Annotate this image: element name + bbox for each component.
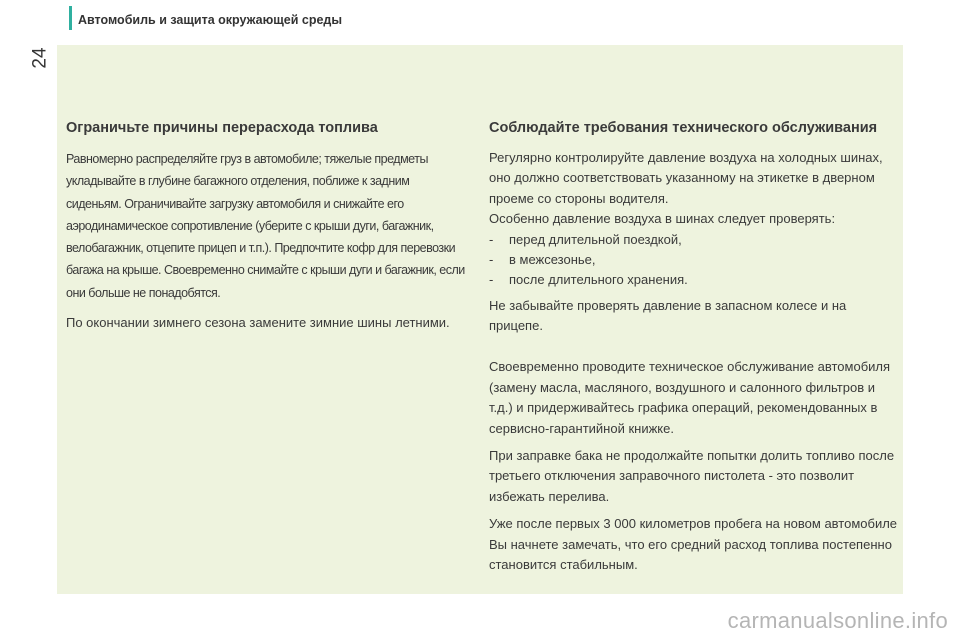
right-heading: Соблюдайте требования технического обслуживания [489,120,878,136]
check-list [489,230,899,290]
left-paragraph-1: Равномерно распределяйте груз в автомобиле; тяжелые предметы укладывайте в глубине багажного отделения, поближе к задним сиденьям. Ограничивайте загрузку автомобиля и снижайте его аэродинамическое сопротивление (уберите с крыши дуги, багажник, велобагажник, отцепите прицеп и т.п.). Предпочтите кофр для перевозки багажа на крыше. Своевременно снимайте с крыши дуги и багажник, если они больше не понадобятся. [66,152,465,300]
spacer [489,343,899,357]
section-title: Автомобиль и защита окружающей среды [78,13,343,27]
right-paragraph-6: Уже после первых 3 000 километров пробега на новом автомобиле Вы начнете замечать, что его средний расход топлива постепенно становится стабильным. [489,516,898,573]
list-item: - после длительного хранения. [489,270,899,290]
list-item: - в межсезонье, [489,250,899,270]
list-item: - перед длительной поездкой, [489,230,899,250]
left-heading: Ограничьте причины перерасхода топлива [66,120,378,136]
left-column [66,120,466,342]
left-paragraph-2: По окончании зимнего сезона замените зимние шины летними. [66,315,450,331]
right-paragraph-3: Не забывайте проверять давление в запасном колесе и на прицепе. [489,297,847,334]
right-paragraph-1: Регулярно контролируйте давление воздуха на холодных шинах, оно должно соответствовать указанному на этикетке в дверном проеме со стороны водителя. [489,150,883,206]
right-column [489,120,899,583]
page-number: 24 [29,47,51,69]
header-accent-bar [69,6,72,30]
right-paragraph-5: При заправке бака не продолжайте попытки долить топливо после третьего отключения заправочного пистолета - это позволит избежать перелива. [489,448,895,504]
right-paragraph-2: Особенно давление воздуха в шинах следует проверять: [489,211,836,227]
watermark-link[interactable]: carmanualsonline.info [727,608,948,633]
right-paragraph-4: Своевременно проводите техническое обслуживание автомобиля (замену масла, масляного, воздушного и салонного фильтров и т.д.) и придерживайтесь графика операций, рекомендованных в сервисно-гарантийной книжке. [489,359,891,436]
